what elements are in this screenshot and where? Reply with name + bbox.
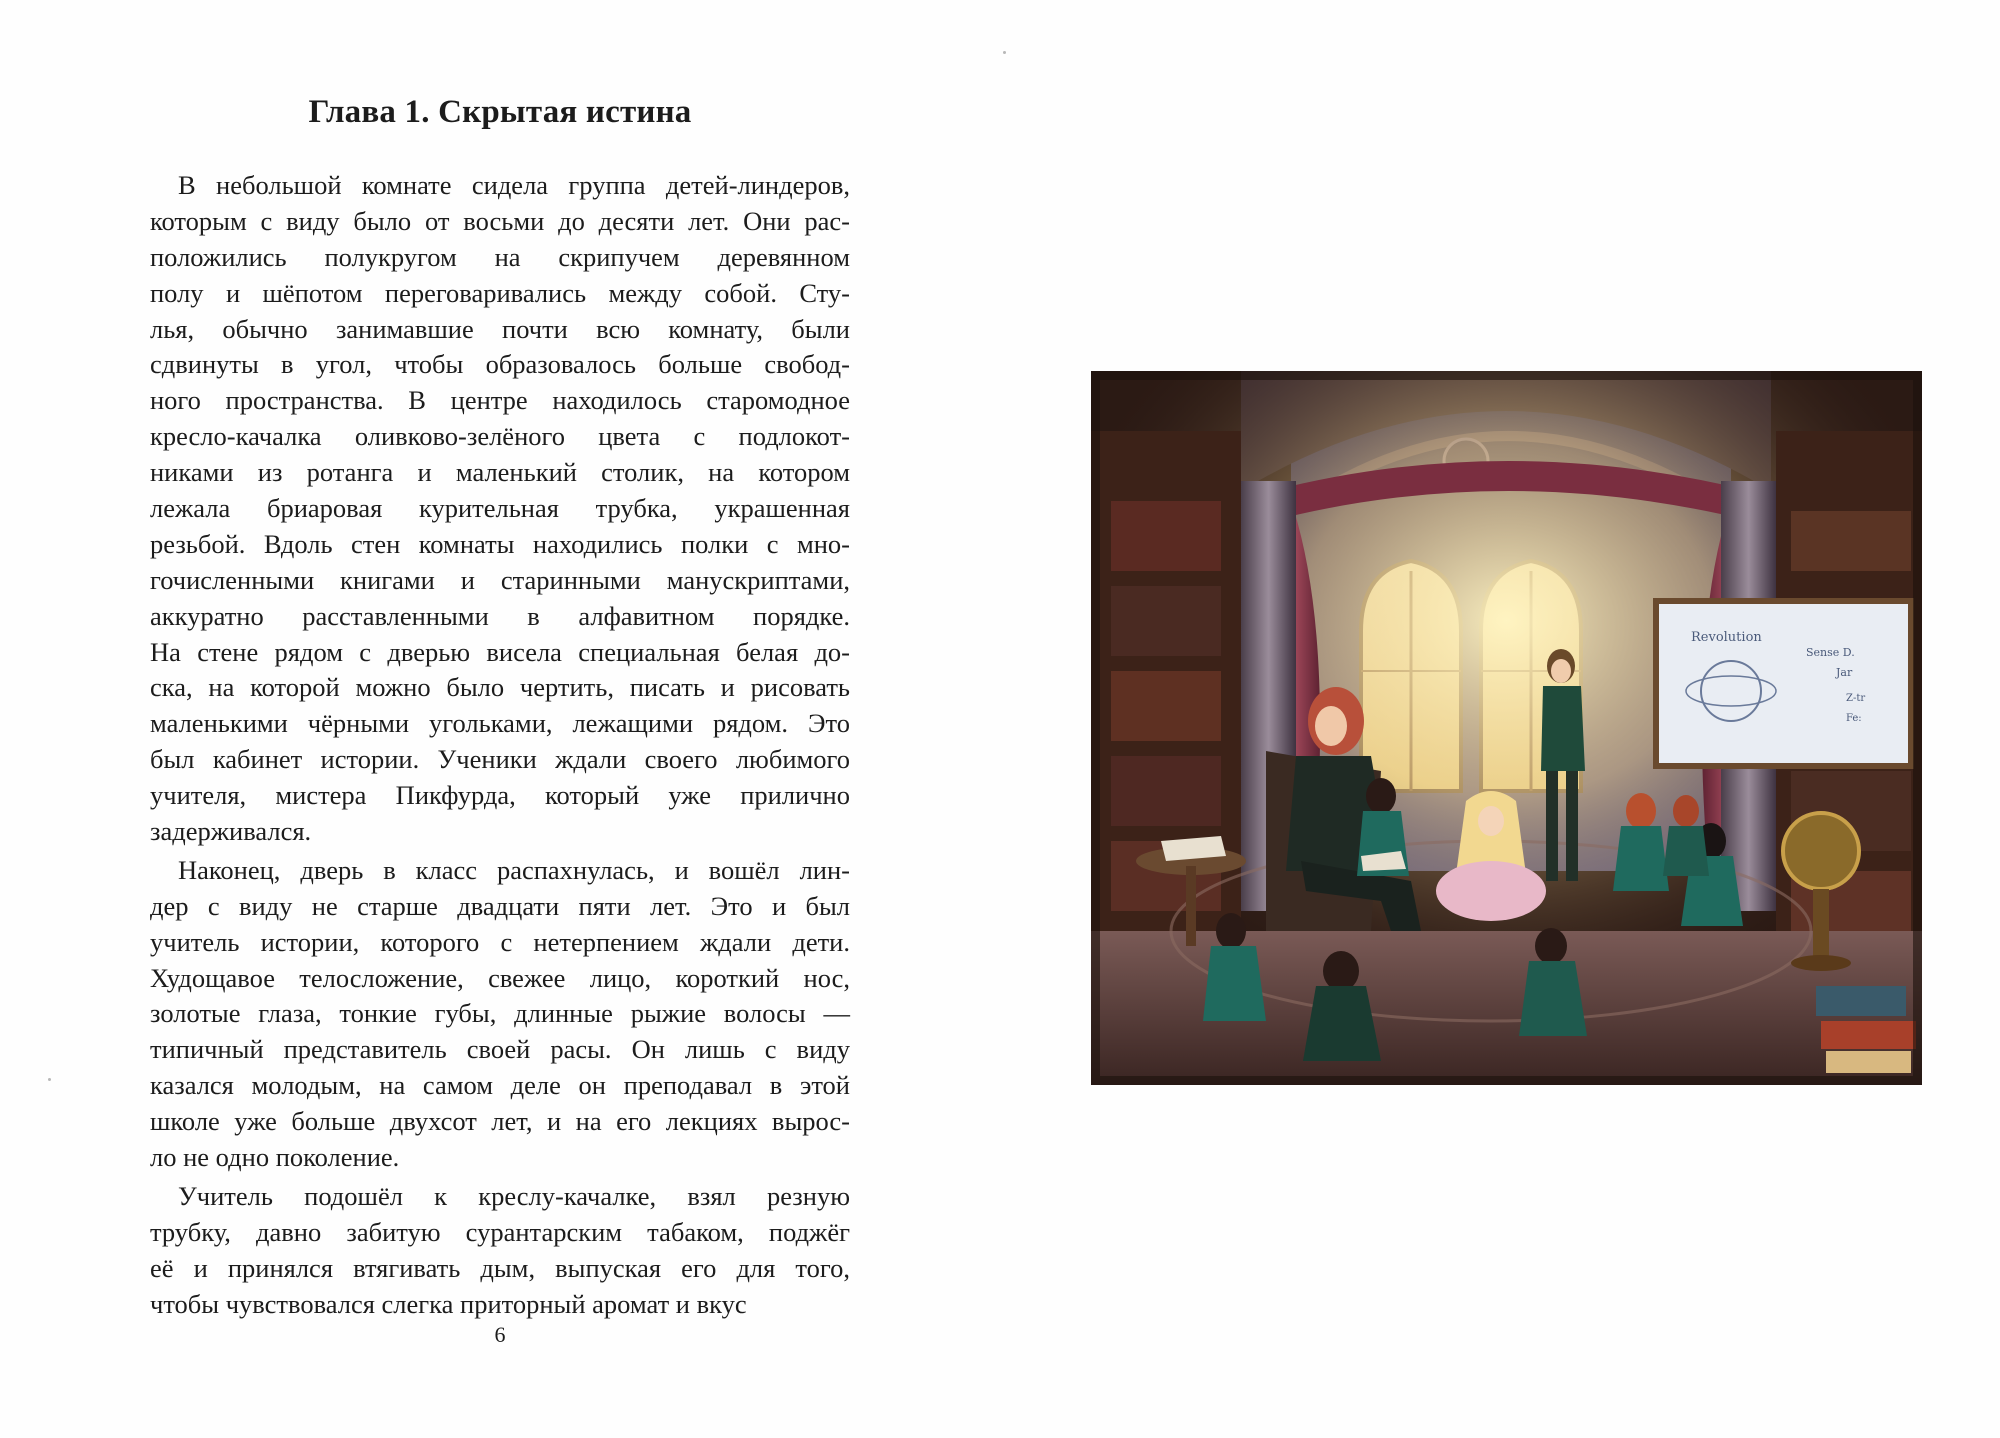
text-line: резьбой. Вдоль стен комнаты находились полки с мно- xyxy=(150,528,850,559)
text-line: маленькими чёрными угольками, лежащими рядом. Это xyxy=(150,708,850,739)
text-line: учитель истории, которого с нетерпением ждали дети. xyxy=(150,926,850,957)
text-line: аккуратно расставленными в алфавитном порядке. xyxy=(150,600,850,631)
text-line: трубку, давно забитую сурантарским табаком, поджёг xyxy=(150,1216,850,1247)
paragraph xyxy=(150,853,850,1176)
stacked-books xyxy=(1816,986,1916,1073)
text-line: задерживался. xyxy=(150,816,312,847)
text-line: полу и шёпотом переговаривались между собой. Сту- xyxy=(150,277,850,308)
text-line: Учитель подошёл к креслу-качалке, взял резную xyxy=(178,1180,850,1211)
page-edge-mark xyxy=(48,1078,51,1081)
text-line: которым с виду было от восьми до десяти лет. Они рас- xyxy=(150,205,850,236)
text-line: типичный представитель своей расы. Он лишь с виду xyxy=(150,1034,850,1065)
text-line: золотые глаза, тонкие губы, длинные рыжие волосы — xyxy=(150,998,850,1029)
whiteboard-text-2: Sense D. xyxy=(1806,646,1855,659)
whiteboard-text-3: Jar xyxy=(1836,666,1853,679)
chapter-body-text xyxy=(150,168,850,1323)
text-line: Наконец, дверь в класс распахнулась, и вошёл лин- xyxy=(178,854,850,885)
whiteboard xyxy=(1656,601,1911,766)
text-line: Худощавое телосложение, свежее лицо, короткий нос, xyxy=(150,962,850,993)
page-corner-mark xyxy=(1003,51,1006,54)
text-line: дер с виду не старше двадцати пяти лет. Это и был xyxy=(150,890,850,921)
text-line: положились полукругом на скрипучем деревянном xyxy=(150,241,850,272)
classroom-illustration xyxy=(1091,371,1922,1085)
text-line: учителя, мистера Пикфурда, который уже прилично xyxy=(150,780,850,811)
text-line: В небольшой комнате сидела группа детей-линдеров, xyxy=(178,170,850,200)
text-line: школе уже больше двухсот лет, и на его лекциях вырос- xyxy=(150,1106,850,1137)
text-line: чтобы чувствовался слегка приторный аромат и вкус xyxy=(150,1288,747,1319)
text-line: никами из ротанга и маленький столик, на котором xyxy=(150,457,850,488)
text-line: казался молодым, на самом деле он преподавал в этой xyxy=(150,1070,850,1101)
text-line: На стене рядом с дверью висела специальная белая до- xyxy=(150,636,850,667)
paragraph xyxy=(150,1179,850,1323)
text-line: был кабинет истории. Ученики ждали своего любимого xyxy=(150,744,850,775)
text-line: ска, на которой можно было чертить, писать и рисовать xyxy=(150,672,850,703)
text-line: гочисленными книгами и старинными манускриптами, xyxy=(150,564,850,595)
chapter-title: Глава 1. Скрытая истина xyxy=(308,94,692,130)
whiteboard-text-1: Revolution xyxy=(1691,630,1762,645)
text-line: лежала бриаровая курительная трубка, украшенная xyxy=(150,493,850,524)
left-page xyxy=(150,0,850,1438)
text-line: ло не одно поколение. xyxy=(150,1142,400,1173)
whiteboard-text-5: Fe: xyxy=(1846,713,1862,724)
whiteboard-text-4: Z-tr xyxy=(1846,693,1866,704)
paragraph xyxy=(150,168,850,850)
page-number: 6 xyxy=(494,1322,506,1347)
text-line: ного пространства. В центре находилось старомодное xyxy=(150,385,850,416)
text-line: её и принялся втягивать дым, выпуская его для того, xyxy=(150,1252,850,1283)
text-line: лья, обычно занимавшие почти всю комнату, были xyxy=(150,313,850,344)
text-line: сдвинуты в угол, чтобы образовалось больше свобод- xyxy=(150,349,850,380)
text-line: кресло-качалка оливково-зелёного цвета с подлокот- xyxy=(150,421,850,452)
illustration-svg xyxy=(1091,371,1922,1085)
bookshelf-left xyxy=(1091,431,1241,991)
